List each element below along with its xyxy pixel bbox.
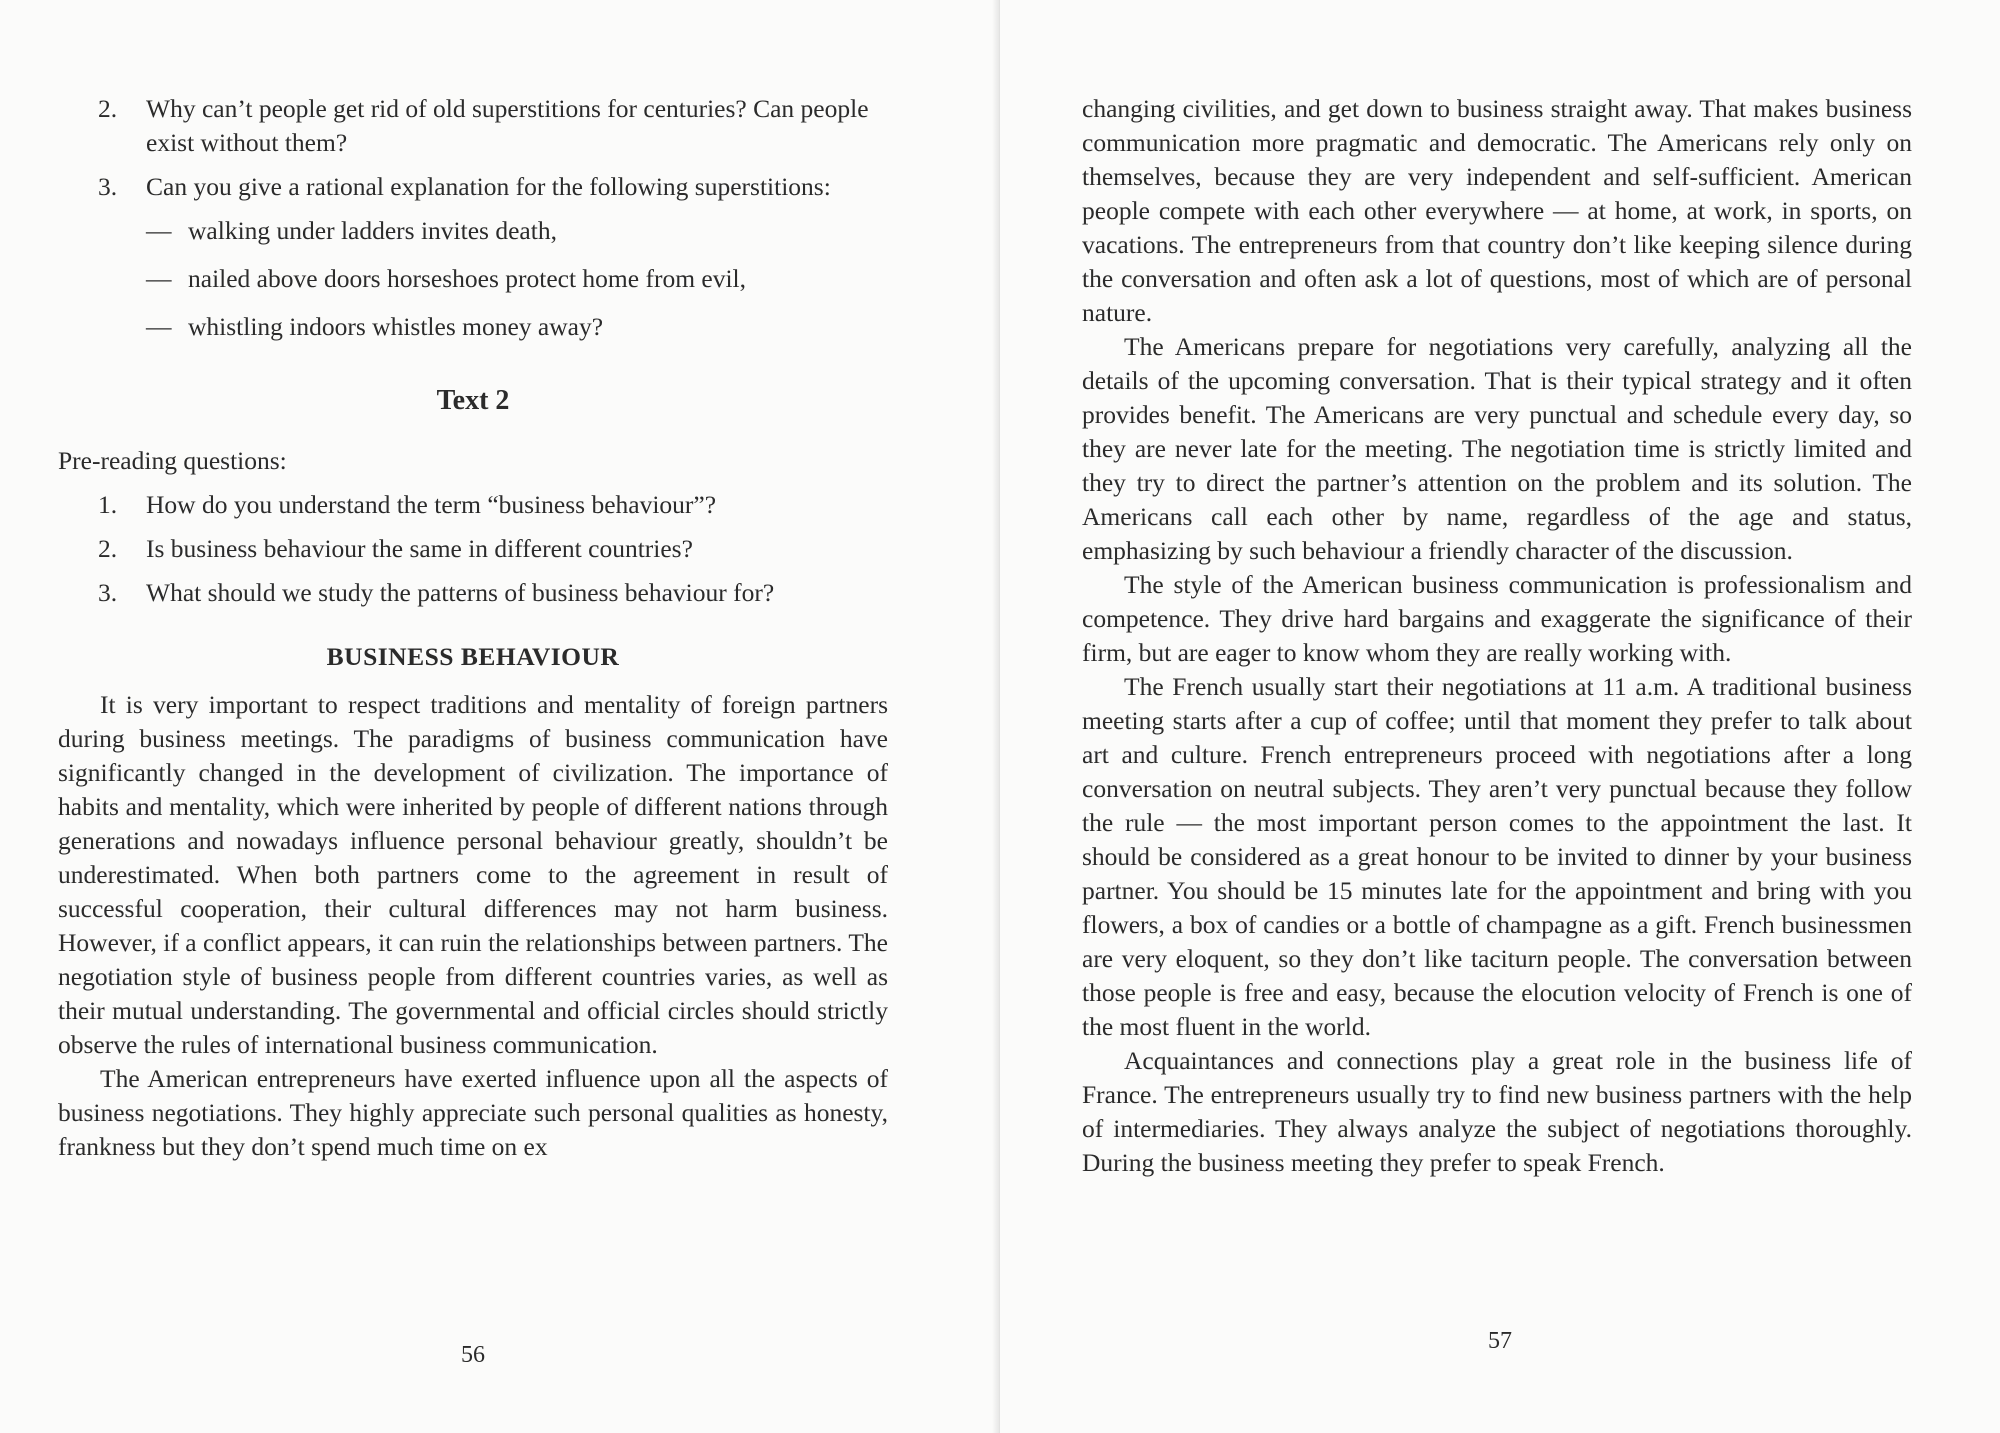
- dash-item-text: walking under ladders invites death,: [188, 216, 557, 245]
- page-number: 56: [461, 1342, 485, 1368]
- dash-item-text: whistling indoors whistles money away?: [188, 312, 604, 341]
- right-page-text: [1082, 92, 1912, 1180]
- pre-reading-question: [58, 488, 888, 522]
- section-title: BUSINESS BEHAVIOUR: [326, 642, 620, 671]
- pre-reading-label: Pre-reading questions:: [58, 446, 287, 475]
- question-text: What should we study the patterns of business behaviour for?: [146, 578, 775, 607]
- dash-marker: —: [146, 216, 172, 245]
- body-paragraph: The style of the American business communication is professionalism and competence. They drive hard bargains and exaggerate the significance of their firm, but are eager to know whom they are really working with.: [1082, 570, 1912, 667]
- left-page: [0, 0, 996, 1433]
- question-number: 1.: [98, 490, 118, 519]
- question-number: 3.: [98, 578, 118, 607]
- dash-list-item: [58, 214, 888, 248]
- left-page-text: [58, 92, 888, 1164]
- pre-reading-question: [58, 576, 888, 610]
- page-number: 57: [1488, 1328, 1512, 1354]
- question-text: How do you understand the term “business behaviour”?: [146, 490, 717, 519]
- body-paragraph: It is very important to respect traditions and mentality of foreign partners during business meetings. The paradigms of business communication have significantly changed in the development of civilization. The importance of habits and mentality, which were inherited by people of different nations through generations and nowadays influence personal behaviour greatly, shouldn’t be underestimated. When both partners come to the agreement in result of successful cooperation, their cultural differences may not harm business. However, if a conflict appears, it can ruin the relationships between partners. The negotiation style of business people from different countries varies, as well as their mutual understanding. The governmental and official circles should strictly observe the rules of international business communication.: [58, 690, 888, 1059]
- dash-list-item: [58, 262, 888, 296]
- question-text: Can you give a rational explanation for the following superstitions:: [146, 172, 831, 201]
- question-item: [58, 92, 888, 160]
- body-paragraph: The French usually start their negotiations at 11 a.m. A traditional business meeting starts after a cup of coffee; until that moment they prefer to talk about art and culture. French entrepreneurs proceed with negotiations after a long conversation on neutral subjects. They aren’t very punctual because they follow the rule — the most important person comes to the appointment the last. It should be considered as a great honour to be invited to dinner by your business partner. You should be 15 minutes late for the appointment and bring with you flowers, a box of candies or a bottle of champagne as a gift. French businessmen are very eloquent, so they don’t like taciturn people. The conversation between those people is free and easy, because the elocution velocity of French is one of the most fluent in the world.: [1082, 672, 1912, 1041]
- dash-list-item: [58, 310, 888, 344]
- text-heading: Text 2: [436, 385, 510, 416]
- dash-marker: —: [146, 312, 172, 341]
- body-paragraph: Acquaintances and connections play a great role in the business life of France. The entrepreneurs usually try to find new business partners with the help of intermediaries. They always analyze the subject of negotiations thoroughly. During the business meeting they prefer to speak French.: [1082, 1046, 1912, 1177]
- body-paragraph: The American entrepreneurs have exerted influence upon all the aspects of business negotiations. They highly appreciate such personal qualities as honesty, frankness but they don’t spend much time on ex: [58, 1064, 888, 1161]
- question-number: 2.: [98, 94, 118, 123]
- question-number: 2.: [98, 534, 118, 563]
- dash-marker: —: [146, 264, 172, 293]
- body-paragraph: The Americans prepare for negotiations very carefully, analyzing all the details of the upcoming conversation. That is their typical strategy and it often provides benefit. The Americans are very punctual and schedule every day, so they are never late for the meeting. The negotiation time is strictly limited and they try to direct the partner’s attention on the problem and its solution. The Americans call each other by name, regardless of the age and status, emphasizing by such behaviour a friendly character of the discussion.: [1082, 332, 1912, 565]
- question-item: [58, 170, 888, 204]
- body-paragraph: changing civilities, and get down to business straight away. That makes business communication more pragmatic and democratic. The Americans rely only on themselves, because they are very independent and self-sufficient. American people compete with each other everywhere — at home, at work, in sports, on vacations. The entrepreneurs from that country don’t like keeping silence during the conversation and often ask a lot of questions, most of which are of personal nature.: [1082, 94, 1912, 327]
- dash-item-text: nailed above doors horseshoes protect home from evil,: [188, 264, 747, 293]
- pre-reading-question: [58, 532, 888, 566]
- right-page: [1000, 0, 2000, 1433]
- question-number: 3.: [98, 172, 118, 201]
- question-text: Is business behaviour the same in different countries?: [146, 534, 693, 563]
- question-text: Why can’t people get rid of old superstitions for centuries? Can people exist without them?: [146, 94, 869, 157]
